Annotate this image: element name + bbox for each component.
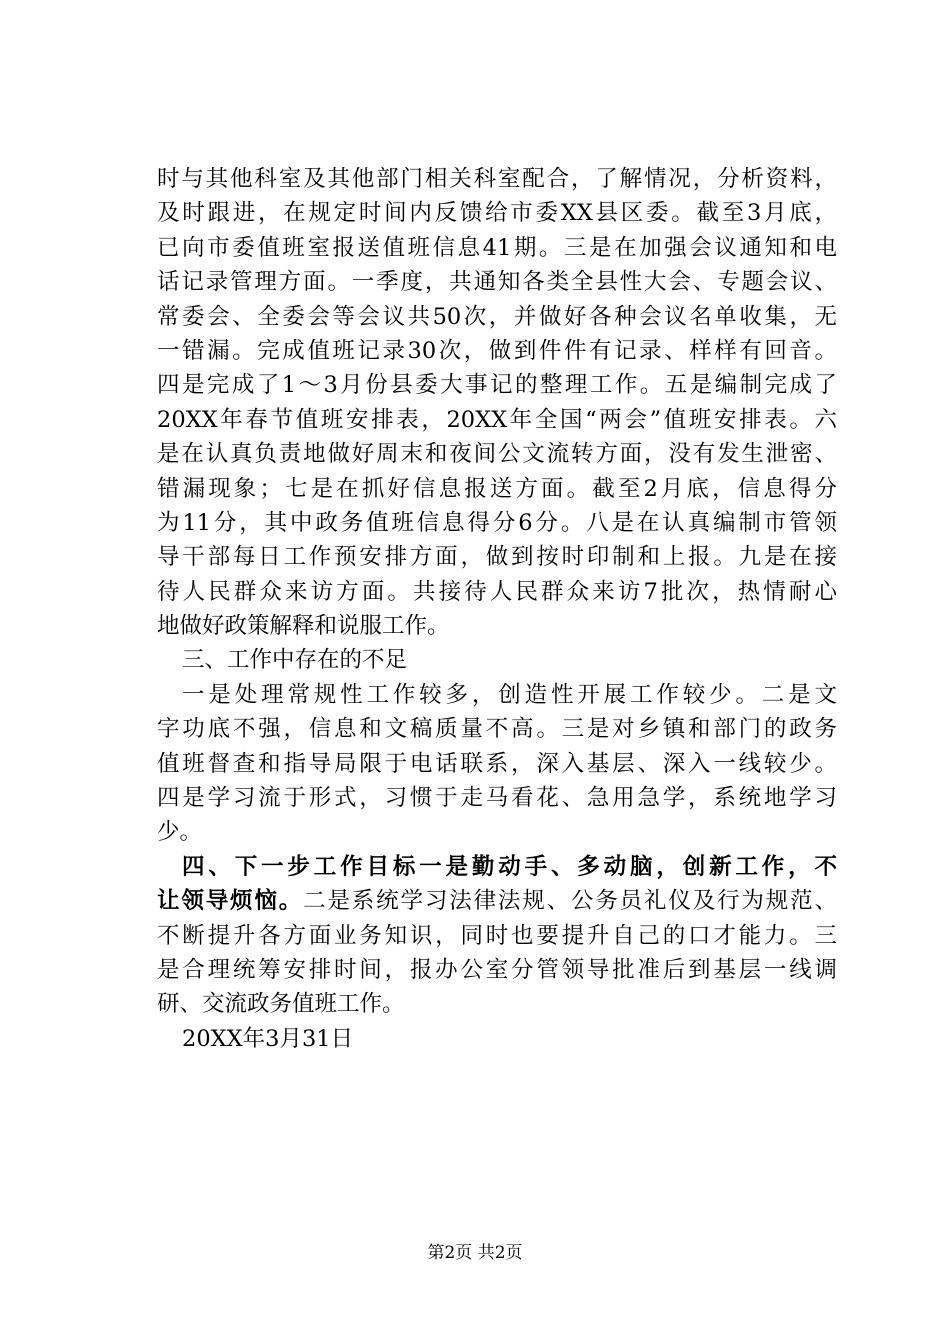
body-line: 已向市委值班室报送值班信息41期。三是在加强会议通知和电 (157, 234, 837, 261)
body-line: 一错漏。完成值班记录30次，做到件件有记录、样样有回音。 (157, 337, 837, 364)
body-line: 常委会、全委会等会议共50次，并做好各种会议名单收集，无 (157, 303, 837, 330)
body-line: 地做好政策解释和说服工作。 (157, 613, 450, 640)
body-line: 一是处理常规性工作较多，创造性开展工作较少。二是文 (182, 681, 837, 708)
document-body (157, 162, 837, 1056)
body-line: 字功底不强，信息和文稿质量不高。三是对乡镇和部门的政务 (157, 716, 837, 743)
body-line-mixed (157, 884, 837, 918)
page-footer: 第2页 共2页 (427, 1243, 523, 1263)
body-line: 是在认真负责地做好周末和夜间公文流转方面，没有发生泄密、 (157, 441, 837, 468)
body-line: 时与其他科室及其他部门相关科室配合，了解情况，分析资料， (157, 166, 837, 192)
bold-text: 让领导烦恼。 (157, 888, 304, 915)
plain-text: 二是系统学习法律法规、公务员礼仪及行为规范、 (303, 888, 837, 915)
body-line: 导干部每日工作预安排方面，做到按时印制和上报。九是在接 (157, 544, 837, 571)
body-line: 四是完成了1～3月份县委大事记的整理工作。五是编制完成了 (157, 372, 837, 399)
body-line: 20XX年春节值班安排表，20XX年全国“两会”值班安排表。六 (157, 406, 837, 433)
body-line: 研、交流政务值班工作。 (157, 991, 405, 1018)
body-line: 话记录管理方面。一季度，共通知各类全县性大会、专题会议、 (157, 269, 837, 296)
document-date: 20XX年3月31日 (182, 1025, 354, 1052)
body-line: 及时跟进，在规定时间内反馈给市委XX县区委。截至3月底， (157, 200, 837, 227)
body-line: 是合理统筹安排时间，报办公室分管领导批准后到基层一线调 (157, 956, 837, 983)
body-line: 错漏现象；七是在抓好信息报送方面。截至2月底，信息得分 (157, 475, 837, 502)
body-line: 待人民群众来访方面。共接待人民群众来访7批次，热情耐心 (157, 578, 837, 605)
body-line: 少。 (157, 819, 203, 846)
body-line: 不断提升各方面业务知识，同时也要提升自己的口才能力。三 (157, 922, 837, 949)
body-line: 值班督查和指导局限于电话联系，深入基层、深入一线较少。 (157, 750, 837, 777)
section-heading-shortcomings: 三、工作中存在的不足 (182, 647, 408, 674)
body-line: 为11分，其中政务值班信息得分6分。八是在认真编制市管领 (157, 509, 837, 536)
section-heading-next-steps: 四、下一步工作目标一是勤动手、多动脑，创新工作，不 (182, 853, 837, 880)
body-line: 四是学习流于形式，习惯于走马看花、急用急学，系统地学习 (157, 785, 837, 812)
